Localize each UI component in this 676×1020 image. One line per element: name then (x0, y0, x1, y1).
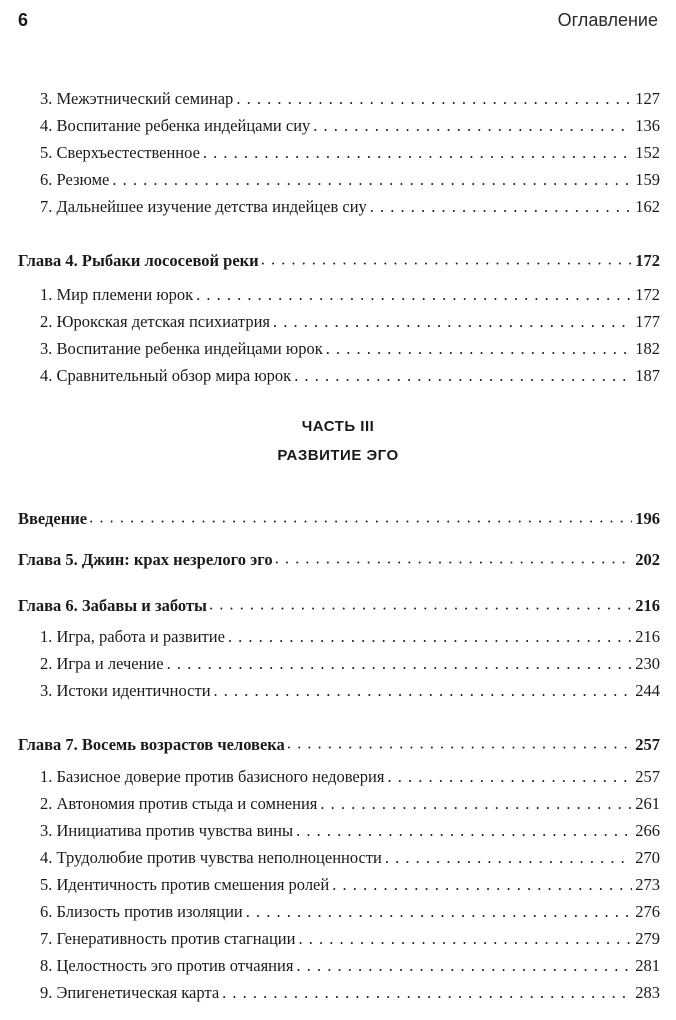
chapter-page: 216 (635, 596, 660, 615)
toc-entry-page: 261 (635, 794, 660, 813)
chapter-page: 172 (635, 251, 660, 270)
leader-dots (294, 365, 632, 387)
toc-entry-page: 276 (635, 902, 660, 921)
toc-entry-title: 6. Резюме (40, 170, 110, 189)
toc-entry[interactable] (40, 338, 660, 360)
toc-entry[interactable] (40, 928, 660, 950)
leader-dots (298, 928, 632, 950)
toc-entry[interactable] (40, 680, 660, 702)
toc-entry[interactable] (40, 196, 660, 218)
toc-entry[interactable] (40, 311, 660, 333)
toc-introduction[interactable] (18, 508, 660, 533)
leader-dots (288, 734, 632, 759)
leader-dots (167, 653, 633, 675)
toc-entry-title: 7. Генеративность против стагнации (40, 929, 296, 948)
part-title: РАЗВИТИЕ ЭГО (277, 447, 399, 464)
toc-entry[interactable] (40, 88, 660, 110)
toc-entry[interactable] (40, 142, 660, 164)
toc-entry[interactable] (40, 365, 660, 387)
leader-dots (273, 311, 632, 333)
toc-entry[interactable] (40, 982, 660, 1004)
toc-entry-page: 152 (635, 143, 660, 162)
toc-entry-title: 6. Близость против изоляции (40, 902, 243, 921)
toc-chapter-7[interactable] (18, 734, 660, 759)
leader-dots (262, 250, 633, 275)
leader-dots (214, 680, 633, 702)
leader-dots (332, 874, 632, 896)
leader-dots (196, 284, 632, 306)
leader-dots (296, 955, 632, 977)
toc-entry[interactable] (40, 901, 660, 923)
toc-entry-page: 216 (635, 627, 660, 646)
chapter-page: 196 (635, 509, 660, 528)
toc-entry[interactable] (40, 115, 660, 137)
chapter-title: Глава 5. Джин: крах незрелого эго (18, 550, 273, 569)
toc-entry-title: 3. Истоки идентичности (40, 681, 211, 700)
leader-dots (236, 88, 632, 110)
toc-entry-title: 5. Сверхъестественное (40, 143, 200, 162)
toc-entry-title: 3. Воспитание ребенка индейцами юрок (40, 339, 323, 358)
leader-dots (228, 626, 632, 648)
toc-entry[interactable] (40, 955, 660, 977)
chapter-page: 202 (635, 550, 660, 569)
toc-entry[interactable] (40, 626, 660, 648)
toc-entry-page: 230 (635, 654, 660, 673)
toc-entry-page: 283 (635, 983, 660, 1002)
toc-entry[interactable] (40, 766, 660, 788)
toc-entry-page: 127 (635, 89, 660, 108)
toc-entry-page: 257 (635, 767, 660, 786)
leader-dots (246, 901, 632, 923)
chapter-title: Введение (18, 509, 88, 528)
toc-entry-title: 1. Базисное доверие против базисного недоверия (40, 767, 385, 786)
toc-chapter-6[interactable] (18, 595, 660, 620)
toc-entry[interactable] (40, 653, 660, 675)
leader-dots (385, 847, 632, 869)
toc-entry-title: 1. Мир племени юрок (40, 285, 194, 304)
toc-entry-title: 4. Сравнительный обзор мира юрок (40, 366, 292, 385)
chapter-title: Глава 7. Восемь возрастов человека (18, 735, 285, 754)
toc-entry-page: 177 (635, 312, 660, 331)
toc-entry-page: 187 (635, 366, 660, 385)
toc-entry-page: 159 (635, 170, 660, 189)
toc-entry-page: 279 (635, 929, 660, 948)
toc-entry[interactable] (40, 847, 660, 869)
toc-entry-title: 7. Дальнейшее изучение детства индейцев сиу (40, 197, 367, 216)
toc-chapter-5[interactable] (18, 549, 660, 574)
leader-dots (112, 169, 632, 191)
toc-entry-title: 8. Целостность эго против отчаяния (40, 956, 294, 975)
leader-dots (222, 982, 632, 1004)
toc-entry[interactable] (40, 874, 660, 896)
leader-dots (387, 766, 632, 788)
toc-entry-title: 3. Межэтнический семинар (40, 89, 234, 108)
leader-dots (296, 820, 632, 842)
leader-dots (90, 508, 632, 533)
toc-entry-title: 1. Игра, работа и развитие (40, 627, 225, 646)
page-number: 6 (18, 9, 29, 30)
toc-entry-page: 136 (635, 116, 660, 135)
chapter-title: Глава 4. Рыбаки лососевой реки (18, 251, 259, 270)
running-title: Оглавление (557, 9, 658, 30)
leader-dots (210, 595, 632, 620)
toc-entry[interactable] (40, 820, 660, 842)
toc-chapter-4[interactable] (18, 250, 660, 275)
toc-entry-page: 172 (635, 285, 660, 304)
toc-entry-page: 244 (635, 681, 660, 700)
part-label: ЧАСТЬ III (301, 418, 375, 435)
toc-entry-title: 2. Юрокская детская психиатрия (40, 312, 270, 331)
toc-entry[interactable] (40, 284, 660, 306)
toc-entry-title: 2. Автономия против стыда и сомнения (40, 794, 318, 813)
toc-entry-title: 5. Идентичность против смешения ролей (40, 875, 330, 894)
running-header (18, 6, 658, 34)
toc-entry-page: 182 (635, 339, 660, 358)
toc-entry-page: 281 (635, 956, 660, 975)
toc-entry-page: 266 (635, 821, 660, 840)
toc-entry[interactable] (40, 169, 660, 191)
chapter-page: 257 (635, 735, 660, 754)
leader-dots (276, 549, 633, 574)
toc-entry-page: 270 (635, 848, 660, 867)
leader-dots (203, 142, 632, 164)
toc-entry-title: 4. Воспитание ребенка индейцами сиу (40, 116, 311, 135)
toc-entry-title: 3. Инициатива против чувства вины (40, 821, 294, 840)
toc-entry[interactable] (40, 793, 660, 815)
toc-entry-title: 9. Эпигенетическая карта (40, 983, 220, 1002)
chapter-title: Глава 6. Забавы и заботы (18, 596, 207, 615)
toc-entry-title: 4. Трудолюбие против чувства неполноценности (40, 848, 382, 867)
toc-entry-page: 162 (635, 197, 660, 216)
leader-dots (313, 115, 632, 137)
leader-dots (326, 338, 633, 360)
toc-entry-page: 273 (635, 875, 660, 894)
leader-dots (370, 196, 632, 218)
toc-entry-title: 2. Игра и лечение (40, 654, 164, 673)
leader-dots (320, 793, 632, 815)
